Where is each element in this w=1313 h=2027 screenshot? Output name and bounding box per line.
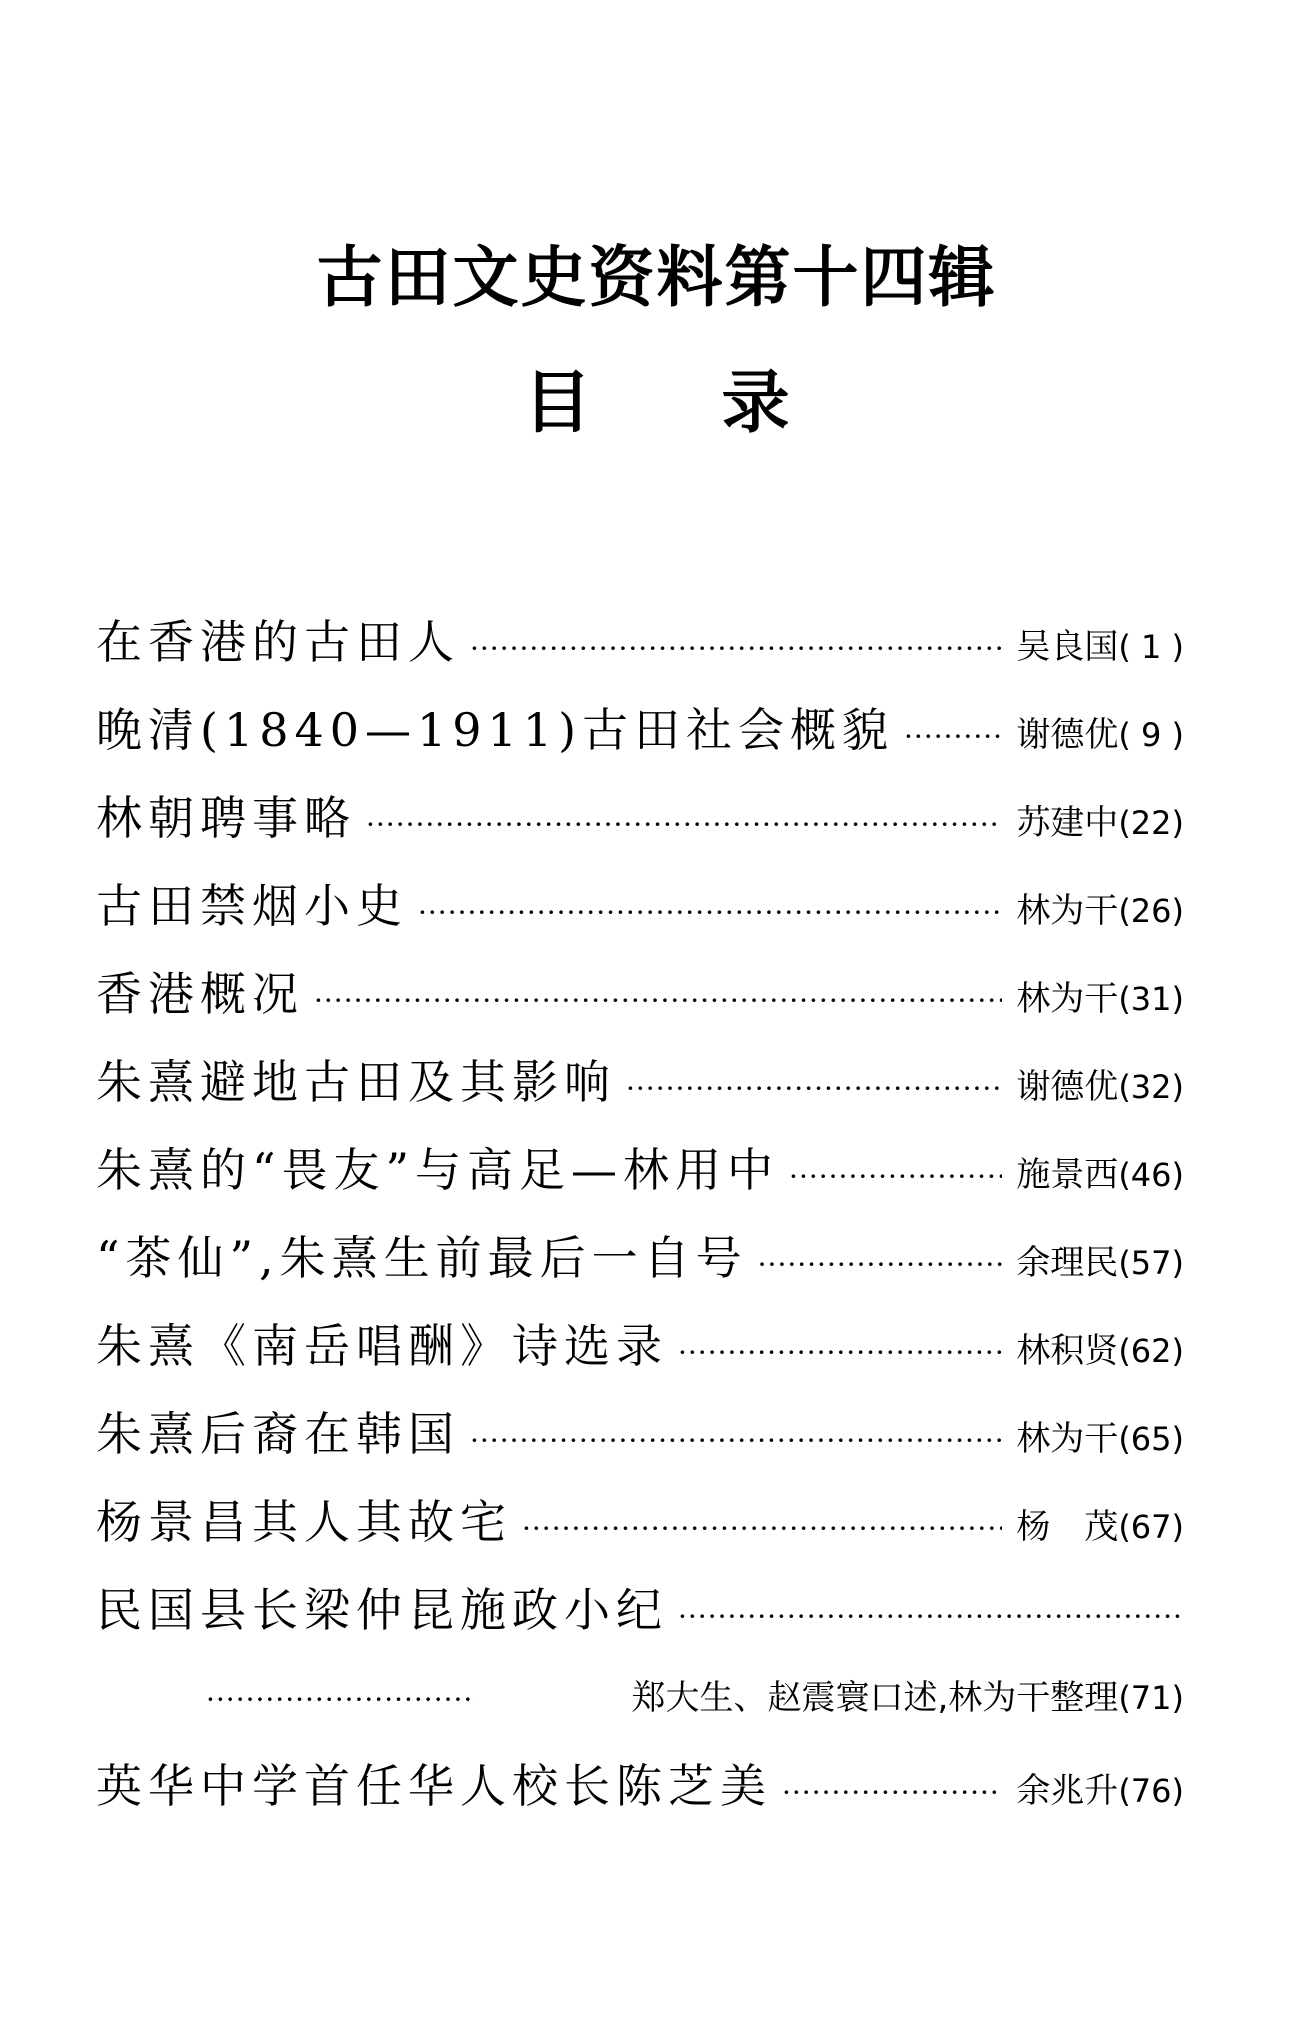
entry-author: 吴良国 xyxy=(1016,627,1119,667)
book-title: 古田文史资料第十四辑 xyxy=(316,239,997,316)
entry-title: 林朝聘事略 xyxy=(96,791,356,845)
toc-entry xyxy=(96,1390,1184,1478)
entry-author: 苏建中 xyxy=(1016,803,1119,843)
entry-page: (76) xyxy=(1118,1772,1184,1810)
table-of-contents xyxy=(96,598,1184,1830)
toc-entry xyxy=(96,1566,1184,1654)
leader-dots xyxy=(366,781,1002,869)
toc-entry xyxy=(96,774,1184,862)
leader-dots xyxy=(626,1045,1002,1133)
leader-dots xyxy=(678,1573,1184,1661)
entry-page: ( 9 ) xyxy=(1118,716,1184,754)
entry-author: 林为干 xyxy=(1016,891,1119,931)
entry-page: (65) xyxy=(1118,1420,1184,1458)
entry-title: 朱熹《南岳唱酬》诗选录 xyxy=(96,1319,668,1373)
entry-author: 余兆升 xyxy=(1016,1771,1119,1811)
entry-title: 香港概况 xyxy=(96,967,304,1021)
toc-entry xyxy=(96,950,1184,1038)
entry-title: 民国县长梁仲昆施政小纪 xyxy=(96,1583,668,1637)
toc-entry xyxy=(96,1478,1184,1566)
leader-dots xyxy=(206,1656,476,1744)
entry-page: ( 1 ) xyxy=(1118,628,1184,666)
entry-title: “茶仙”,朱熹生前最后一自号 xyxy=(96,1231,748,1285)
toc-entry xyxy=(96,1126,1184,1214)
leader-dots xyxy=(789,1133,1002,1221)
entry-title: 古田禁烟小史 xyxy=(96,879,408,933)
leader-dots xyxy=(470,1397,1002,1485)
entry-page: (57) xyxy=(1118,1244,1184,1282)
leader-dots xyxy=(678,1309,1002,1397)
entry-title: 朱熹的“畏友”与高足—林用中 xyxy=(96,1143,780,1197)
leader-dots xyxy=(758,1221,1003,1309)
entry-author: 谢德优 xyxy=(1016,1067,1119,1107)
leader-dots xyxy=(470,605,1002,693)
entry-author: 郑大生、赵震寰口述,林为干整理 xyxy=(631,1678,1119,1718)
entry-page: (31) xyxy=(1118,980,1184,1018)
toc-entry xyxy=(96,1038,1184,1126)
entry-title: 杨景昌其人其故宅 xyxy=(96,1495,512,1549)
entry-author: 林为干 xyxy=(1016,979,1119,1019)
entry-page: (26) xyxy=(1118,892,1184,930)
toc-entry xyxy=(96,1742,1184,1830)
entry-title: 英华中学首任华人校长陈芝美 xyxy=(96,1759,772,1813)
entry-title: 朱熹避地古田及其影响 xyxy=(96,1055,616,1109)
leader-dots xyxy=(782,1749,1002,1837)
entry-author: 杨 茂 xyxy=(1016,1507,1119,1547)
leader-dots xyxy=(522,1485,1002,1573)
toc-entry xyxy=(96,1302,1184,1390)
entry-author: 谢德优 xyxy=(1016,715,1119,755)
entry-page: (32) xyxy=(1118,1068,1184,1106)
toc-entry xyxy=(96,686,1184,774)
entry-page: (22) xyxy=(1118,804,1184,842)
leader-dots xyxy=(418,869,1002,957)
entry-title: 在香港的古田人 xyxy=(96,615,460,669)
entry-page: (62) xyxy=(1118,1332,1184,1370)
entry-author: 林为干 xyxy=(1016,1419,1119,1459)
toc-heading: 目录 xyxy=(523,364,920,443)
toc-entry xyxy=(96,862,1184,950)
leader-dots xyxy=(904,693,1002,781)
leader-dots xyxy=(314,957,1002,1045)
toc-entry-continuation xyxy=(96,1654,1184,1742)
entry-page: (67) xyxy=(1118,1508,1184,1546)
entry-title: 晚清(1840—1911)古田社会概貌 xyxy=(96,703,895,757)
entry-page: (71) xyxy=(1118,1679,1184,1717)
toc-entry xyxy=(96,598,1184,686)
entry-author: 施景西 xyxy=(1016,1155,1119,1195)
toc-entry xyxy=(96,1214,1184,1302)
entry-title: 朱熹后裔在韩国 xyxy=(96,1407,460,1461)
entry-author: 余理民 xyxy=(1016,1243,1119,1283)
entry-page: (46) xyxy=(1118,1156,1184,1194)
entry-author: 林积贤 xyxy=(1016,1331,1119,1371)
